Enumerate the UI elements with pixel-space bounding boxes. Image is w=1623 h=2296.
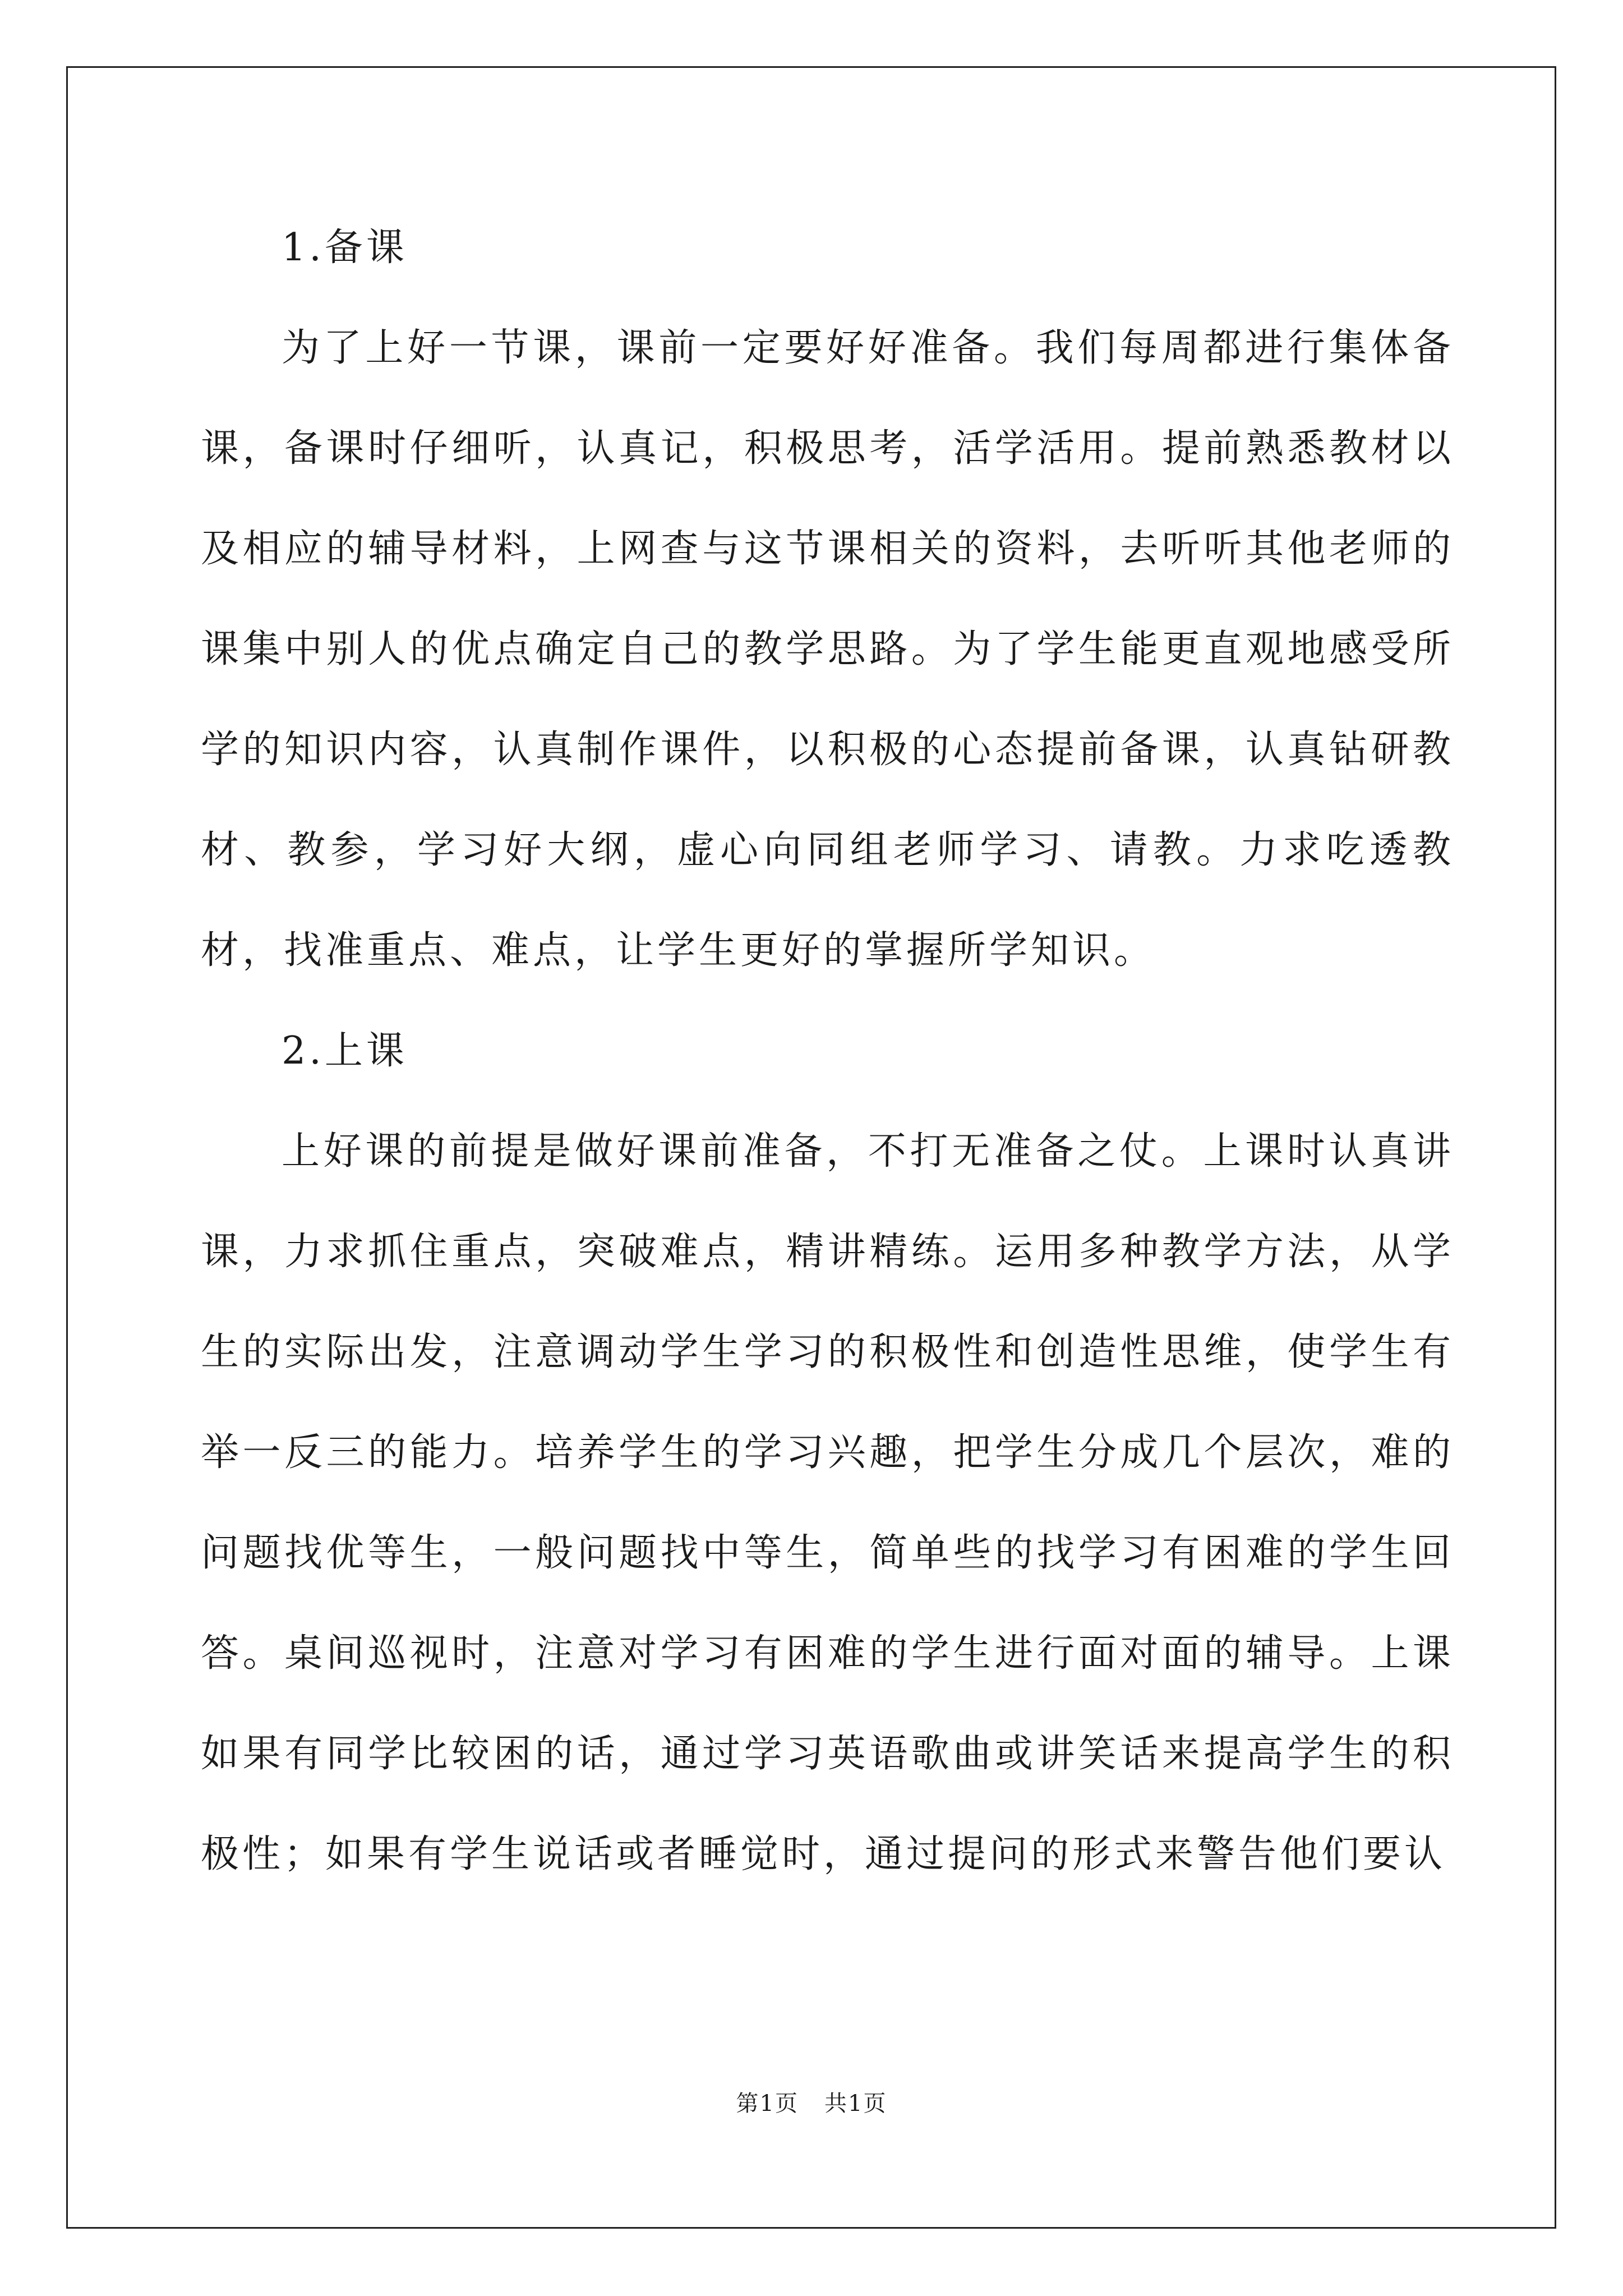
section-heading-2: 2.上课	[282, 1029, 408, 1073]
page-total: 共1页	[824, 2091, 887, 2116]
section-paragraph-2: 上好课的前提是做好课前准备，不打无准备之仗。上课时认真讲课，力求抓住重点，突破难点，精讲精练。运用多种教学方法，从学生的实际出发，注意调动学生学习的积极性和创造性思维，使学生有举一反三的能力。培养学生的学习兴趣，把学生分成几个层次，难的问题找优等生，一般问题找中等生，简单些的找学习有困难的学生回答。桌间巡视时，注意对学习有困难的学生进行面对面的辅导。上课如果有同学比较困的话，通过学习英语歌曲或讲笑话来提高学生的积极性；如果有学生说话或者睡觉时，通过提问的形式来警告他们要认	[201, 1129, 1454, 1876]
section-paragraph-1: 为了上好一节课，课前一定要好好准备。我们每周都进行集体备课，备课时仔细听，认真记，积极思考，活学活用。提前熟悉教材以及相应的辅导材料，上网查与这节课相关的资料，去听听其他老师的课集中别人的优点确定自己的教学思路。为了学生能更直观地感受所学的知识内容，认真制作课件，以积极的心态提前备课，认真钻研教材、教参，学习好大纲，虚心向同组老师学习、请教。力求吃透教材，找准重点、难点，让学生更好的掌握所学知识。	[201, 326, 1454, 973]
document-body	[201, 197, 1454, 1904]
page-number: 第1页	[736, 2091, 799, 2116]
section-heading-1: 1.备课	[282, 226, 408, 270]
page-footer	[0, 2086, 1623, 2118]
